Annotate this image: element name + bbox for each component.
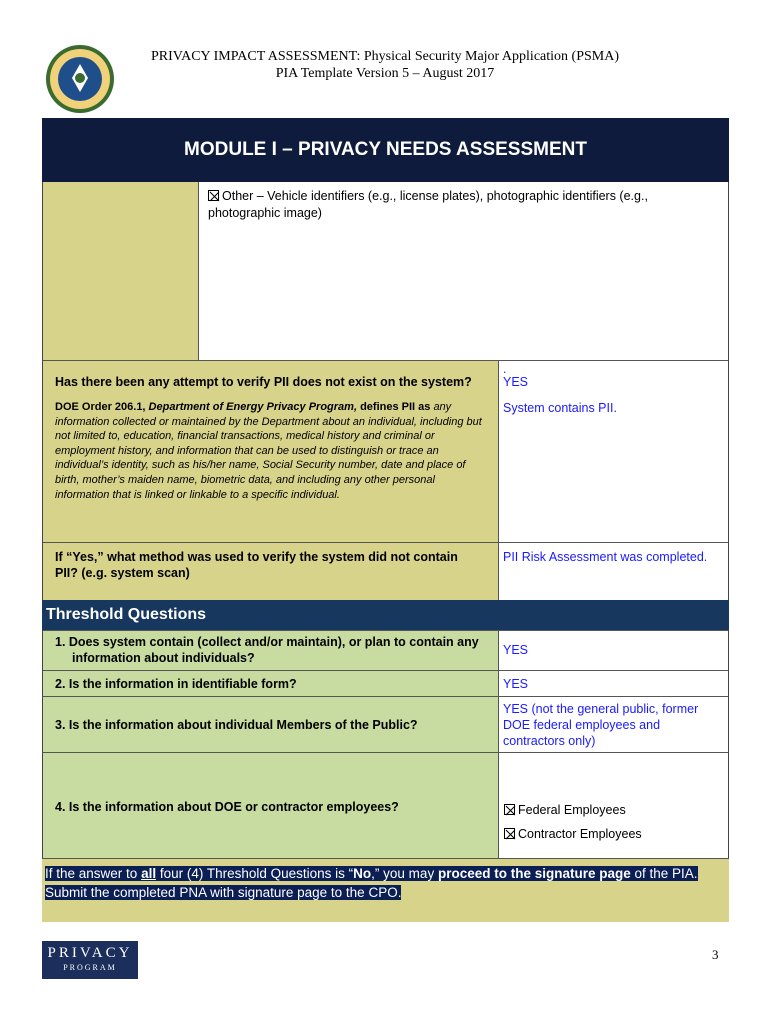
verify-answer-cell [498, 360, 728, 542]
threshold-a1: YES [503, 643, 529, 657]
method-question: If “Yes,” what method was used to verify the system did not contain PII? (e.g. system scan) [55, 550, 458, 580]
doe-definition-body: any information collected or maintained by the Department about an individual, including but not limited to, education, financial transactions, medical history and criminal or employment history, and information that can be used to distinguish or trace an individual’s identity, such as his/her name, Social Security number, date and place of birth, mother’s maiden name, biometric data, and including any other personal information that is linked or linkable to a specific individual. [55, 401, 482, 501]
threshold-a3: YES (not the general public, former DOE federal employees and contractors only) [503, 702, 699, 748]
verify-question-cell [43, 360, 498, 542]
threshold-q2: 2. Is the information in identifiable form? [55, 677, 297, 691]
doe-definition [55, 400, 492, 502]
answer-dot: . [503, 362, 507, 376]
logo-program: PROGRAM [63, 963, 117, 972]
page-number: 3 [712, 947, 719, 962]
threshold-a2-cell [498, 670, 728, 696]
final-instruction [42, 859, 729, 902]
privacy-program-logo [42, 941, 138, 979]
method-answer: PII Risk Assessment was completed. [503, 550, 708, 564]
checked-box-icon[interactable] [504, 828, 515, 839]
federal-employees-label: Federal Employees [518, 803, 626, 817]
federal-employees-option[interactable] [504, 798, 724, 822]
other-item-cell [198, 182, 728, 360]
threshold-a3-cell [498, 696, 728, 752]
threshold-q4-cell [43, 752, 498, 858]
final-text-signature: proceed to the signature page [437, 866, 631, 881]
final-text-7: of the PIA. Submit the completed PNA with signature page to the CPO. [45, 866, 698, 900]
other-item-label: Other – Vehicle identifiers (e.g., license plates), photographic identifiers (e.g., photographic image) [208, 189, 648, 220]
doe-order-ref: DOE Order 206.1, [55, 401, 149, 413]
final-text-all: all [141, 866, 157, 881]
doe-program-title: Department of Energy Privacy Program, [148, 401, 358, 413]
checked-box-icon[interactable] [208, 190, 219, 201]
module-title: MODULE I – PRIVACY NEEDS ASSESSMENT [42, 118, 729, 182]
contractor-employees-label: Contractor Employees [518, 827, 642, 841]
threshold-q2-cell [43, 670, 498, 696]
final-text-1: If the answer to [45, 866, 142, 881]
threshold-q3-cell [43, 696, 498, 752]
row-label-cell [43, 182, 198, 360]
verify-question: Has there been any attempt to verify PII does not exist on the system? [55, 375, 472, 389]
final-text-no: No [353, 866, 372, 881]
threshold-q3: 3. Is the information about individual Members of the Public? [55, 718, 418, 732]
logo-privacy: PRIVACY [47, 945, 133, 961]
threshold-a4-cell [498, 752, 728, 858]
verify-answer: YES [503, 375, 529, 389]
method-answer-cell [498, 542, 728, 600]
checked-box-icon[interactable] [504, 804, 515, 815]
doe-defines-text: defines PII as [357, 401, 434, 413]
threshold-q1-cell [43, 630, 498, 670]
threshold-q1: 1. Does system contain (collect and/or maintain), or plan to contain any information about individuals? [55, 635, 479, 665]
document-header-title: PRIVACY IMPACT ASSESSMENT: Physical Security Major Application (PSMA) [151, 49, 619, 64]
final-text-5: ,” you may [371, 866, 438, 881]
doe-answer: System contains PII. [503, 401, 617, 415]
threshold-a2: YES [503, 677, 529, 691]
threshold-questions-header: Threshold Questions [42, 600, 729, 630]
final-instruction-cell [42, 858, 729, 922]
method-question-cell [43, 542, 498, 600]
threshold-a1-cell [498, 630, 728, 670]
threshold-q4: 4. Is the information about DOE or contractor employees? [55, 800, 399, 814]
contractor-employees-option[interactable] [504, 822, 724, 846]
final-text-3: four (4) Threshold Questions is “ [156, 866, 354, 881]
document-header-version: PIA Template Version 5 – August 2017 [275, 66, 495, 81]
